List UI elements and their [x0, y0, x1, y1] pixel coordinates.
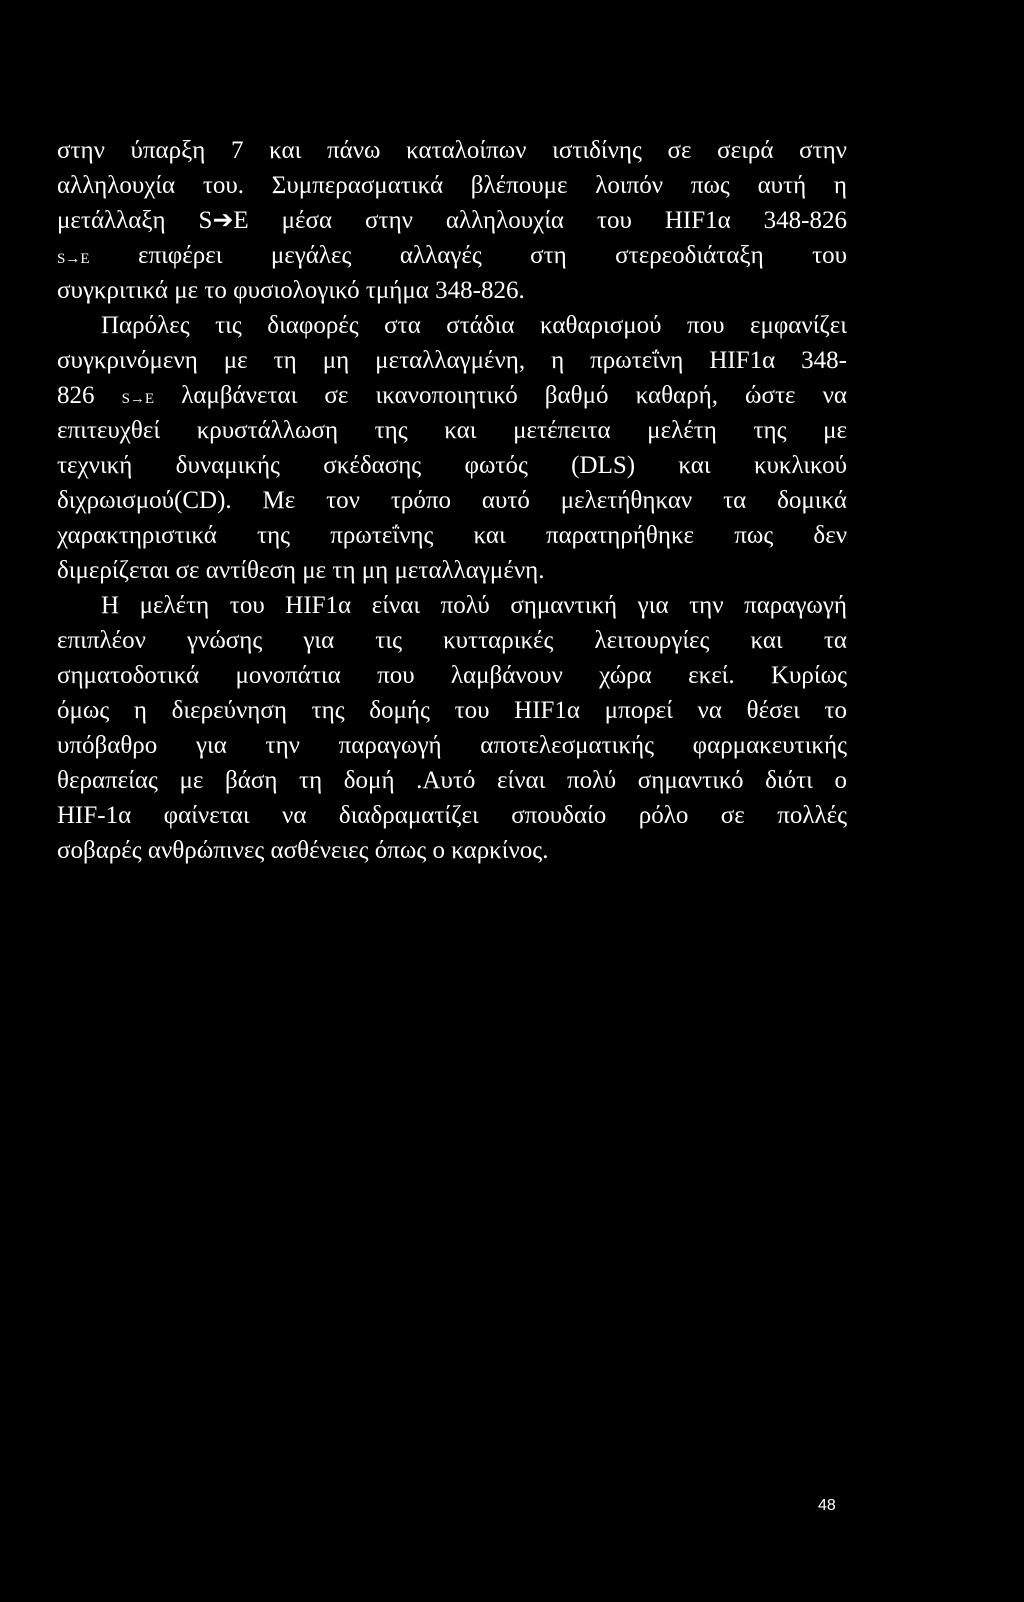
- text-line: μετάλλαξη S➔E μέσα στην αλληλουχία του HIF1α 348-826: [57, 207, 847, 234]
- text-line: επιτευχθεί κρυστάλλωση της και μετέπειτα μελέτη της με: [57, 417, 847, 444]
- text-line: αλληλουχία του. Συμπερασματικά βλέπουμε λοιπόν πως αυτή η: [57, 172, 847, 199]
- text-line: διχρωισμού(CD). Με τον τρόπο αυτό μελετήθηκαν τα δομικά: [57, 487, 847, 514]
- text-line: στην ύπαρξη 7 και πάνω καταλοίπων ιστιδίνης σε σειρά στην: [57, 137, 847, 164]
- text-line: συγκριτικά με το φυσιολογικό τμήμα 348-826.: [57, 277, 525, 304]
- text-line: τεχνική δυναμικής σκέδασης φωτός (DLS) και κυκλικού: [57, 452, 847, 479]
- mutation-subscript: S→E: [57, 251, 90, 267]
- text-line: 826 S→E λαμβάνεται σε ικανοποιητικό βαθμό καθαρή, ώστε να: [57, 382, 848, 409]
- text-line: σηματοδοτικά μονοπάτια που λαμβάνουν χώρα εκεί. Κυρίως: [57, 662, 847, 689]
- mutation-subscript: S→E: [121, 391, 155, 407]
- text-line: Η μελέτη του HIF1α είναι πολύ σημαντική για την παραγωγή: [101, 592, 847, 619]
- text-line: διμερίζεται σε αντίθεση με τη μη μεταλλαγμένη.: [57, 557, 545, 584]
- text-line: χαρακτηριστικά της πρωτεΐνης και παρατηρήθηκε πως δεν: [57, 522, 847, 549]
- text-line: HIF-1α φαίνεται να διαδραματίζει σπουδαίο ρόλο σε πολλές: [57, 802, 847, 829]
- text-line: θεραπείας με βάση τη δομή .Αυτό είναι πολύ σημαντικό διότι ο: [57, 767, 847, 794]
- text-line: όμως η διερεύνηση της δομής του HIF1α μπορεί να θέσει το: [57, 697, 847, 724]
- text-line: υπόβαθρο για την παραγωγή αποτελεσματικής φαρμακευτικής: [57, 732, 847, 759]
- text-line: σοβαρές ανθρώπινες ασθένειες όπως ο καρκίνος.: [57, 837, 549, 864]
- body-text: [57, 133, 847, 868]
- text-line: S→E επιφέρει μεγάλες αλλαγές στη στερεοδιάταξη του: [57, 242, 847, 269]
- text-line: Παρόλες τις διαφορές στα στάδια καθαρισμού που εμφανίζει: [101, 312, 847, 339]
- text-line: συγκρινόμενη με τη μη μεταλλαγμένη, η πρωτεΐνη HIF1α 348-: [57, 347, 847, 374]
- text-line: επιπλέον γνώσης για τις κυτταρικές λειτουργίες και τα: [57, 627, 847, 654]
- page-number: 48: [818, 1497, 836, 1514]
